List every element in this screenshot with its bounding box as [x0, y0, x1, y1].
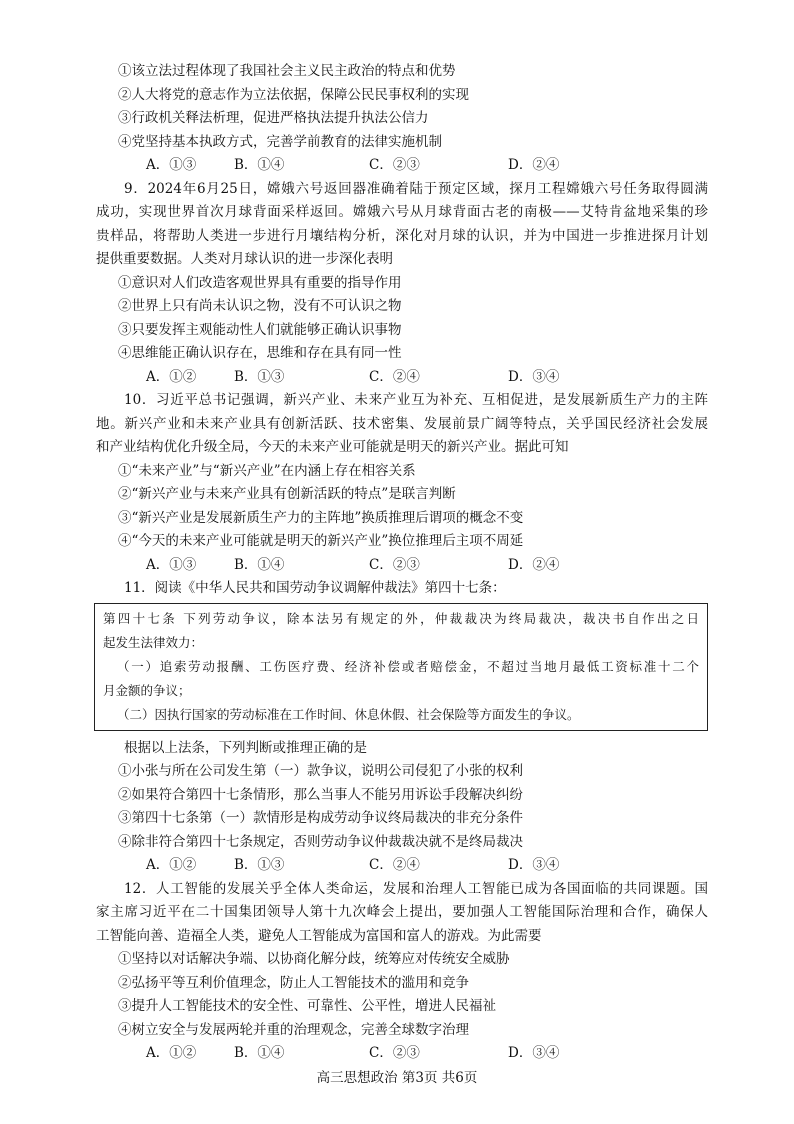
q12-choices	[96, 1042, 708, 1066]
q9-choice-d: D．③④	[508, 368, 560, 385]
q9-option-3: ③只要发挥主观能动性人们就能够正确认识事物	[118, 321, 402, 338]
q11-stem: 11．阅读《中华人民共和国劳动争议调解仲裁法》第四十七条：	[124, 580, 506, 596]
q12-option-2: ②弘扬平等互利价值理念，防止人工智能技术的滥用和竞争	[118, 974, 469, 991]
q12-stem-line-2: 家主席习近平在二十国集团领导人第十九次峰会上提出，要加强人工智能国际治理和合作，确保人	[96, 904, 708, 920]
law-line-1: 第四十七条 下列劳动争议，除本法另有规定的外，仲裁裁决为终局裁决，裁决书自作出之日	[103, 610, 699, 626]
q12-choice-b: B．①④	[234, 1045, 285, 1061]
q12-option-3: ③提升人工智能技术的安全性、可靠性、公平性，增进人民福祉	[118, 998, 496, 1014]
q9-option-1: ①意识对人们改造客观世界具有重要的指导作用	[118, 274, 402, 291]
q10-stem-line-2: 地。新兴产业和未来产业具有创新活跃、技术密集、发展前景广阔等特点，关乎国民经济社会发展	[96, 415, 708, 432]
q11-lead: 根据以上法条，下列判断或推理正确的是	[124, 739, 367, 756]
law-line-2: 起发生法律效力：	[103, 634, 204, 650]
q8-choices	[96, 154, 708, 178]
q8-choice-c: C．②③	[369, 157, 420, 173]
q10-choice-d: D．②④	[508, 556, 560, 573]
q11-block	[96, 577, 708, 878]
q11-option-1: ①小张与所在公司发生第（一）款争议，说明公司侵犯了小张的权利	[118, 763, 523, 779]
q9-option-2: ②世界上只有尚未认识之物，没有不可认识之物	[118, 298, 402, 314]
q10-choices	[96, 554, 708, 578]
q8-option-1: ①该立法过程体现了我国社会主义民主政治的特点和优势	[118, 63, 456, 79]
q11-option-4: ④除非符合第四十七条规定，否则劳动争议仲裁裁决就不是终局裁决	[118, 833, 523, 850]
q12-option-4: ④树立安全与发展两轮并重的治理观念，完善全球数字治理	[118, 1021, 469, 1038]
q8-block	[96, 60, 708, 178]
q10-stem-line-1: 10．习近平总书记强调，新兴产业、未来产业互为补充、互相促进，是发展新质生产力的主阵	[124, 392, 708, 408]
q12-stem-line-1: 12．人工智能的发展关乎全体人类命运，发展和治理人工智能已成为各国面临的共同课题。国	[124, 880, 708, 897]
q8-choice-d: D．②④	[508, 157, 560, 173]
q10-choice-a: A．①③	[146, 556, 197, 573]
q12-block	[96, 878, 708, 1066]
q12-choice-c: C．②③	[369, 1045, 420, 1061]
page-content	[96, 60, 708, 1066]
q10-stem-line-3: 和产业结构优化升级全局，今天的未来产业可能就是明天的新兴产业。据此可知	[96, 439, 569, 455]
q9-stem-line-1: 9．2024年6月25日，嫦娥六号返回器准确着陆于预定区域，探月工程嫦娥六号任务取得圆满	[124, 180, 708, 197]
law-line-3: （一）追索劳动报酬、工伤医疗费、经济补偿或者赔偿金，不超过当地月最低工资标准十二个	[117, 658, 699, 674]
q9-option-4: ④思维能正确认识存在，思维和存在具有同一性	[118, 345, 402, 361]
q11-choice-b: B．①③	[234, 857, 285, 873]
q11-choice-d: D．③④	[508, 857, 560, 873]
q11-choice-a: A．①②	[146, 857, 197, 873]
q9-stem-line-3: 贵样品，将帮助人类进一步进行月壤结构分析，深化对月球的认识，并为中国进一步推进探月计划	[96, 227, 708, 244]
q12-option-1: ①坚持以对话解决争端、以协商化解分歧，统筹应对传统安全威胁	[118, 951, 510, 967]
law-line-5: （二）因执行国家的劳动标准在工作时间、休息休假、社会保险等方面发生的争议。	[117, 706, 580, 722]
q8-option-4: ④党坚持基本执政方式，完善学前教育的法律实施机制	[118, 133, 442, 150]
q9-stem-line-2: 成功，实现世界首次月球背面采样返回。嫦娥六号从月球背面古老的南极——艾特肯盆地采集的珍	[96, 204, 708, 220]
q11-option-3: ③第四十七条第（一）款情形是构成劳动争议终局裁决的非充分条件	[118, 810, 523, 826]
q9-block	[96, 178, 708, 390]
q10-option-3: ③“新兴产业是发展新质生产力的主阵地”换质推理后谓项的概念不变	[118, 509, 524, 526]
q8-choice-b: B．①④	[234, 157, 285, 173]
law-article-box	[94, 603, 708, 731]
q8-choice-a: A．①③	[146, 157, 197, 173]
q9-choices	[96, 366, 708, 390]
q10-option-1: ①“未来产业”与“新兴产业”在内涵上存在相容关系	[118, 462, 416, 479]
law-line-4: 月金额的争议；	[103, 682, 191, 698]
q9-choice-b: B．①③	[234, 368, 285, 385]
q12-choice-d: D．③④	[508, 1045, 560, 1061]
q10-choice-c: C．②③	[369, 556, 420, 573]
q11-choices	[96, 854, 708, 878]
q12-stem-line-3: 工智能向善、造福全人类，避免人工智能成为富国和富人的游戏。为此需要	[96, 927, 542, 944]
q11-choice-c: C．②④	[369, 857, 420, 873]
q10-choice-b: B．①④	[234, 556, 285, 573]
q9-choice-a: A．①②	[146, 368, 197, 385]
q10-option-2: ②“新兴产业与未来产业具有创新活跃的特点”是联言判断	[118, 486, 456, 502]
q9-choice-c: C．②④	[369, 368, 420, 385]
q12-choice-a: A．①②	[146, 1045, 197, 1061]
q10-block	[96, 389, 708, 577]
q9-stem-line-4: 提供重要数据。人类对月球认识的进一步深化表明	[96, 251, 393, 267]
page-footer: 高三思想政治 第3页 共6页	[316, 1070, 478, 1086]
q10-option-4: ④“今天的未来产业可能就是明天的新兴产业”换位推理后主项不周延	[118, 533, 524, 549]
q8-option-3: ③行政机关释法析理，促进严格执法提升执法公信力	[118, 110, 429, 126]
q11-option-2: ②如果符合第四十七条情形，那么当事人不能另用诉讼手段解决纠纷	[118, 786, 523, 803]
q8-option-2: ②人大将党的意志作为立法依据，保障公民民事权利的实现	[118, 86, 469, 103]
